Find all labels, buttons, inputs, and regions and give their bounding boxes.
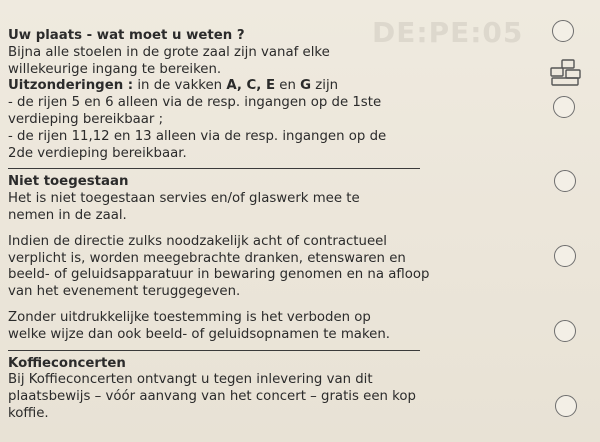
niet-p1-line-2: nemen in de zaal. <box>8 207 127 223</box>
exceptions-vakken: A, C, E <box>226 78 276 94</box>
section-divider <box>8 350 420 351</box>
binder-hole-icon <box>554 245 576 267</box>
exceptions-vak-g: G <box>300 78 312 94</box>
section-divider <box>8 168 420 169</box>
section-title-plaats: Uw plaats - wat moet u weten ? <box>8 28 245 43</box>
binder-hole-icon <box>554 320 576 342</box>
niet-p2-line-2: verplicht is, worden meegebrachte dranken, etenswaren en <box>8 250 406 266</box>
niet-p2-line-4: van het evenement teruggegeven. <box>8 284 241 300</box>
koffie-line-3: koffie. <box>8 405 49 421</box>
binder-hole-icon <box>554 170 576 192</box>
section-title-koffie: Koffieconcerten <box>8 355 126 371</box>
ticket-back-text <box>8 28 430 423</box>
binder-hole-icon <box>555 395 577 417</box>
exceptions-text-c: zijn <box>311 78 339 94</box>
exceptions-text-a: in de vakken <box>133 78 227 94</box>
binder-hole-icon <box>553 96 575 118</box>
plaats-intro-1: Bijna alle stoelen in de grote zaal zijn vanaf elke <box>8 44 330 60</box>
niet-p1-line-1: Het is niet toegestaan servies en/of glaswerk mee te <box>8 191 360 207</box>
niet-p2-line-3: beeld- of geluidsapparatuur in bewaring genomen en na afloop <box>8 267 430 283</box>
plaats-line-3: - de rijen 11,12 en 13 alleen via de resp. ingangen op de <box>8 128 387 144</box>
plaats-line-2: verdieping bereikbaar ; <box>8 111 164 127</box>
plaats-line-4: 2de verdieping bereikbaar. <box>8 145 187 161</box>
plaats-intro-2: willekeurige ingang te bereiken. <box>8 61 222 77</box>
plaats-line-1: - de rijen 5 en 6 alleen via de resp. ingangen op de 1ste <box>8 95 382 111</box>
exceptions-text-b: en <box>275 78 301 94</box>
seat-stack-icon <box>548 58 584 88</box>
niet-p3-line-1: Zonder uitdrukkelijke toestemming is het verboden op <box>8 309 371 325</box>
niet-p3-line-2: welke wijze dan ook beeld- of geluidsopnamen te maken. <box>8 326 391 342</box>
binder-hole-icon <box>552 20 574 42</box>
koffie-line-1: Bij Koffieconcerten ontvangt u tegen inlevering van dit <box>8 372 373 388</box>
niet-p2-line-1: Indien de directie zulks noodzakelijk acht of contractueel <box>8 233 387 249</box>
faint-watermark: DE:PE:05 <box>372 16 524 49</box>
koffie-line-2: plaatsbewijs – vóór aanvang van het concert – gratis een kop <box>8 389 416 405</box>
plaats-exceptions <box>8 78 423 95</box>
section-title-niet-toegestaan: Niet toegestaan <box>8 174 129 190</box>
exceptions-label: Uitzonderingen : <box>8 78 134 94</box>
